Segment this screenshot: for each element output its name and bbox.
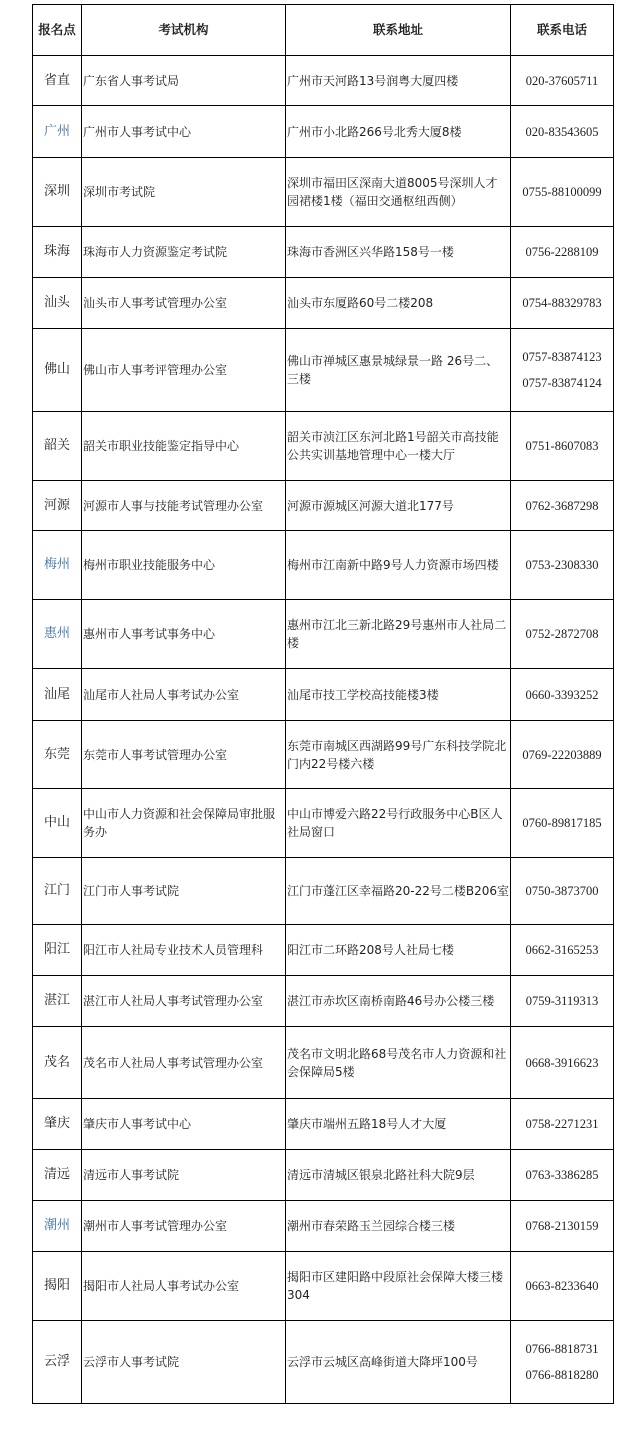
phone-number: 0753-2308330	[525, 558, 599, 572]
table-row	[33, 106, 614, 158]
table-row	[33, 329, 614, 412]
phone-cell	[511, 721, 614, 789]
org-cell: 江门市人事考试院	[82, 858, 286, 925]
address-cell: 揭阳市区建阳路中段原社会保障大楼三楼304	[286, 1252, 511, 1321]
org-cell: 佛山市人事考评管理办公室	[82, 329, 286, 412]
phone-cell	[511, 106, 614, 158]
site-cell: 汕尾	[33, 669, 82, 721]
site-cell: 肇庆	[33, 1099, 82, 1150]
site-cell: 潮州	[33, 1201, 82, 1252]
exam-sites-table	[32, 4, 614, 1404]
phone-number: 0755-88100099	[522, 185, 602, 199]
phone-cell	[511, 481, 614, 531]
org-cell: 深圳市考试院	[82, 158, 286, 227]
phone-number: 0662-3165253	[525, 943, 599, 957]
address-cell: 湛江市赤坎区南桥南路46号办公楼三楼	[286, 976, 511, 1027]
phone-number: 0768-2130159	[525, 1219, 599, 1233]
site-cell: 汕头	[33, 278, 82, 329]
phone-cell	[511, 789, 614, 858]
table-row	[33, 1099, 614, 1150]
address-cell: 惠州市江北三新北路29号惠州市人社局二楼	[286, 600, 511, 669]
address-cell: 清远市清城区银泉北路社科大院9层	[286, 1150, 511, 1201]
org-cell: 河源市人事与技能考试管理办公室	[82, 481, 286, 531]
org-cell: 梅州市职业技能服务中心	[82, 531, 286, 600]
phone-number: 0660-3393252	[525, 687, 599, 702]
phone-cell	[511, 56, 614, 106]
table-row	[33, 1321, 614, 1404]
org-cell: 广州市人事考试中心	[82, 106, 286, 158]
table-row	[33, 858, 614, 925]
phone-number: 0769-22203889	[522, 747, 602, 762]
address-cell: 佛山市禅城区惠景城绿景一路 26号二、三楼	[286, 329, 511, 412]
address-cell: 东莞市南城区西湖路99号广东科技学院北门内22号楼六楼	[286, 721, 511, 789]
address-cell: 广州市小北路266号北秀大厦8楼	[286, 106, 511, 158]
address-cell: 梅州市江南新中路9号人力资源市场四楼	[286, 531, 511, 600]
phone-cell	[511, 412, 614, 481]
site-cell: 茂名	[33, 1027, 82, 1099]
org-cell: 东莞市人事考试管理办公室	[82, 721, 286, 789]
phone-number: 0766-8818280	[525, 1368, 599, 1382]
org-cell: 潮州市人事考试管理办公室	[82, 1201, 286, 1252]
header-address: 联系地址	[286, 5, 511, 56]
address-cell: 江门市蓬江区幸福路20-22号二楼B206室	[286, 858, 511, 925]
phone-cell	[511, 329, 614, 412]
phone-number: 0760-89817185	[522, 816, 602, 830]
address-cell: 茂名市文明北路68号茂名市人力资源和社会保障局5楼	[286, 1027, 511, 1099]
org-cell: 阳江市人社局专业技术人员管理科	[82, 925, 286, 976]
table-body	[33, 56, 614, 1404]
org-cell: 韶关市职业技能鉴定指导中心	[82, 412, 286, 481]
phone-number: 0756-2288109	[525, 245, 599, 259]
phone-cell	[511, 669, 614, 721]
site-cell: 揭阳	[33, 1252, 82, 1321]
table-row	[33, 789, 614, 858]
header-site: 报名点	[33, 5, 82, 56]
org-cell: 惠州市人事考试事务中心	[82, 600, 286, 669]
org-cell: 云浮市人事考试院	[82, 1321, 286, 1404]
phone-cell	[511, 158, 614, 227]
address-cell: 河源市源城区河源大道北177号	[286, 481, 511, 531]
site-cell: 惠州	[33, 600, 82, 669]
site-cell: 珠海	[33, 227, 82, 278]
phone-number: 020-83543605	[525, 124, 599, 139]
phone-number: 0766-8818731	[525, 1342, 599, 1356]
phone-cell	[511, 1150, 614, 1201]
phone-number: 0754-88329783	[522, 296, 602, 310]
site-cell: 省直	[33, 56, 82, 106]
phone-number: 020-37605711	[525, 73, 599, 88]
phone-cell	[511, 1252, 614, 1321]
org-cell: 揭阳市人社局人事考试办公室	[82, 1252, 286, 1321]
table-row	[33, 158, 614, 227]
phone-cell	[511, 531, 614, 600]
phone-number: 0759-3119313	[525, 994, 599, 1008]
header-phone: 联系电话	[511, 5, 614, 56]
org-cell: 汕尾市人社局人事考试办公室	[82, 669, 286, 721]
org-cell: 中山市人力资源和社会保障局审批服务办	[82, 789, 286, 858]
address-cell: 广州市天河路13号润粤大厦四楼	[286, 56, 511, 106]
phone-cell	[511, 600, 614, 669]
site-cell: 梅州	[33, 531, 82, 600]
phone-number: 0751-8607083	[525, 439, 599, 453]
phone-number: 0668-3916623	[525, 1055, 599, 1070]
address-cell: 中山市博爱六路22号行政服务中心B区人社局窗口	[286, 789, 511, 858]
phone-cell	[511, 1099, 614, 1150]
org-cell: 肇庆市人事考试中心	[82, 1099, 286, 1150]
address-cell: 肇庆市端州五路18号人才大厦	[286, 1099, 511, 1150]
table-row	[33, 600, 614, 669]
address-cell: 汕头市东厦路60号二楼208	[286, 278, 511, 329]
table-row	[33, 1201, 614, 1252]
phone-number: 0757-83874124	[522, 376, 602, 390]
site-cell: 韶关	[33, 412, 82, 481]
phone-number: 0757-83874123	[522, 350, 602, 364]
table-row	[33, 412, 614, 481]
table-row	[33, 278, 614, 329]
phone-cell	[511, 925, 614, 976]
phone-cell	[511, 858, 614, 925]
site-cell: 云浮	[33, 1321, 82, 1404]
phone-cell	[511, 1321, 614, 1404]
address-cell: 潮州市春荣路玉兰园综合楼三楼	[286, 1201, 511, 1252]
phone-cell	[511, 1201, 614, 1252]
site-cell: 东莞	[33, 721, 82, 789]
site-cell: 清远	[33, 1150, 82, 1201]
phone-cell	[511, 227, 614, 278]
phone-cell	[511, 278, 614, 329]
table-row	[33, 1252, 614, 1321]
address-cell: 珠海市香洲区兴华路158号一楼	[286, 227, 511, 278]
phone-cell	[511, 1027, 614, 1099]
address-cell: 韶关市浈江区东河北路1号韶关市高技能公共实训基地管理中心一楼大厅	[286, 412, 511, 481]
address-cell: 汕尾市技工学校高技能楼3楼	[286, 669, 511, 721]
site-cell: 广州	[33, 106, 82, 158]
table-row	[33, 721, 614, 789]
phone-number: 0752-2872708	[525, 627, 599, 641]
phone-number: 0763-3386285	[525, 1168, 599, 1182]
org-cell: 茂名市人社局人事考试管理办公室	[82, 1027, 286, 1099]
address-cell: 深圳市福田区深南大道8005号深圳人才园裙楼1楼（福田交通枢纽西侧）	[286, 158, 511, 227]
site-cell: 江门	[33, 858, 82, 925]
org-cell: 广东省人事考试局	[82, 56, 286, 106]
phone-number: 0663-8233640	[525, 1279, 599, 1293]
table-row	[33, 56, 614, 106]
phone-number: 0758-2271231	[525, 1117, 599, 1131]
site-cell: 深圳	[33, 158, 82, 227]
org-cell: 清远市人事考试院	[82, 1150, 286, 1201]
org-cell: 湛江市人社局人事考试管理办公室	[82, 976, 286, 1027]
table-row	[33, 976, 614, 1027]
header-org: 考试机构	[82, 5, 286, 56]
table-row	[33, 669, 614, 721]
phone-number: 0762-3687298	[525, 498, 599, 513]
org-cell: 珠海市人力资源鉴定考试院	[82, 227, 286, 278]
address-cell: 阳江市二环路208号人社局七楼	[286, 925, 511, 976]
table-row	[33, 481, 614, 531]
site-cell: 中山	[33, 789, 82, 858]
address-cell: 云浮市云城区高峰街道大降坪100号	[286, 1321, 511, 1404]
table-row	[33, 1027, 614, 1099]
org-cell: 汕头市人事考试管理办公室	[82, 278, 286, 329]
table-row	[33, 925, 614, 976]
table-header-row	[33, 5, 614, 56]
table-row	[33, 227, 614, 278]
phone-number: 0750-3873700	[525, 884, 599, 898]
site-cell: 阳江	[33, 925, 82, 976]
site-cell: 河源	[33, 481, 82, 531]
table-row	[33, 531, 614, 600]
site-cell: 湛江	[33, 976, 82, 1027]
phone-cell	[511, 976, 614, 1027]
site-cell: 佛山	[33, 329, 82, 412]
table-row	[33, 1150, 614, 1201]
